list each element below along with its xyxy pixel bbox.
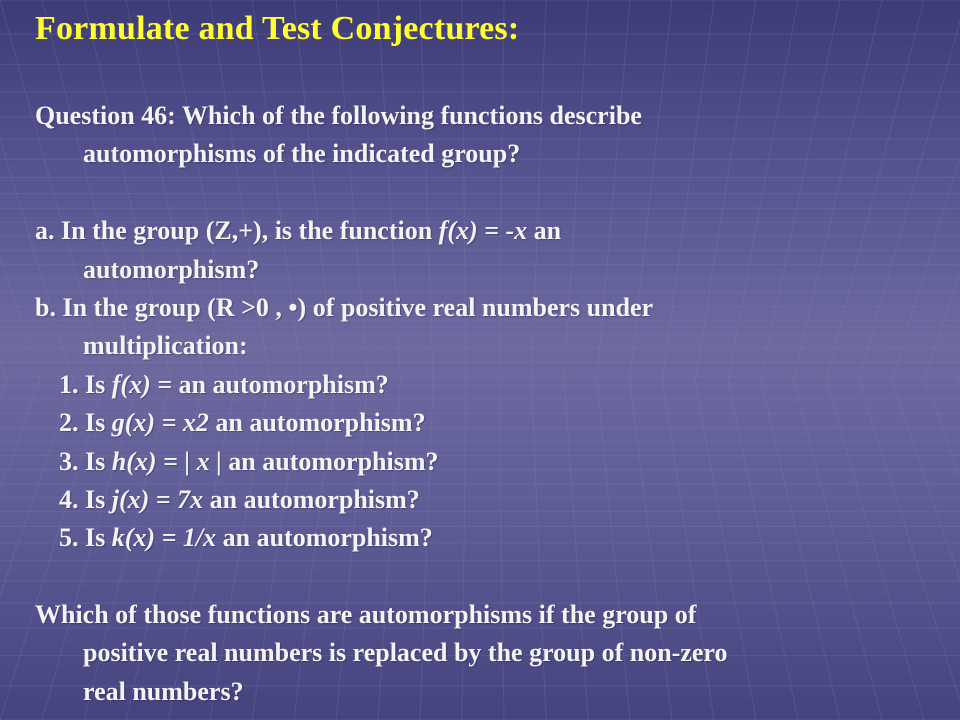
slide-body (35, 97, 935, 711)
question-line-2: automorphisms of the indicated group? (83, 139, 521, 169)
item-function: f(x) = (111, 369, 173, 399)
part-b-line-1: b. In the group (R >0 , •) of positive real numbers under (35, 292, 654, 322)
item-prefix: 3. Is (59, 446, 112, 476)
closing-line-3: real numbers? (83, 676, 244, 706)
item-suffix: an automorphism? (221, 446, 439, 476)
item-suffix: an automorphism? (172, 369, 389, 399)
list-item (35, 443, 935, 481)
item-prefix: 1. Is (59, 369, 112, 399)
part-b-line-2: multiplication: (83, 331, 248, 361)
list-item (35, 366, 935, 404)
part-a-prefix: a. In the group (Z,+), is the function (35, 216, 439, 246)
spacer (35, 558, 935, 596)
part-a-function: f(x) = -x (438, 216, 528, 246)
item-function: h(x) = | x | (111, 446, 222, 476)
list-item (35, 519, 935, 557)
item-suffix: an automorphism? (208, 408, 426, 438)
item-prefix: 4. Is (59, 484, 112, 514)
item-prefix: 5. Is (59, 523, 112, 553)
list-item (35, 404, 935, 442)
part-a-suffix: an (527, 216, 562, 246)
item-prefix: 2. Is (59, 408, 112, 438)
part-a-line-2: automorphism? (83, 254, 260, 284)
item-function: g(x) = x2 (111, 408, 209, 438)
closing-line-1: Which of those functions are automorphisms if the group of (35, 600, 697, 630)
slide-title: Formulate and Test Conjectures: (35, 10, 520, 47)
spacer (35, 174, 935, 212)
item-suffix: an automorphism? (203, 484, 420, 514)
closing-line-2: positive real numbers is replaced by the group of non-zero (83, 638, 728, 668)
item-function: k(x) = 1/x (111, 523, 217, 553)
item-suffix: an automorphism? (216, 523, 433, 553)
question-line-1: Question 46: Which of the following functions describe (35, 101, 642, 130)
item-function: j(x) = 7x (111, 484, 204, 514)
list-item (35, 481, 935, 519)
part-a-line-1 (35, 212, 935, 250)
